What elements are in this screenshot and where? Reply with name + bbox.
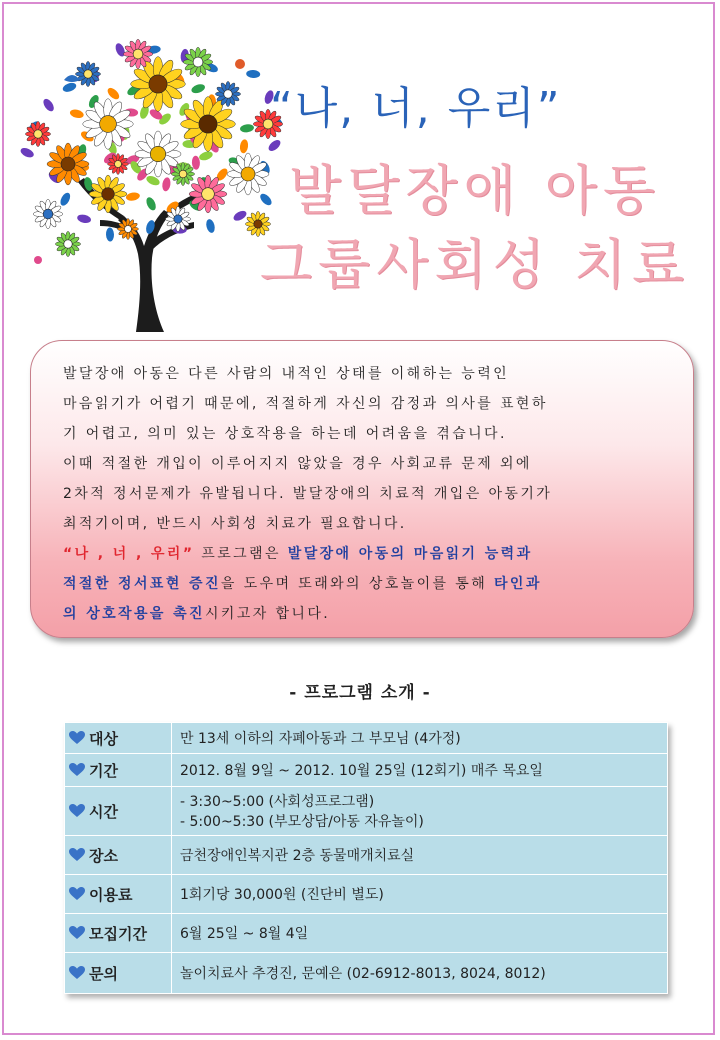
- intro-line: 마음읽기가 어렵기 때문에, 적절하게 자신의 감정과 의사를 표현하: [63, 396, 548, 412]
- intro-line: 최적기이며, 반드시 사회성 치료가 필요합니다.: [63, 516, 407, 532]
- table-row: [65, 787, 668, 836]
- section-title: - 프로그램 소개 -: [289, 683, 431, 703]
- intro-text: 을 도우며 또래와의 상호놀이를 통해: [220, 576, 494, 592]
- intro-highlight: 의 상호작용을 촉진: [63, 606, 205, 622]
- table-row: [65, 875, 668, 914]
- row-value: 놀이치료사 추경진, 문예은 (02-6912-8013, 8024, 8012): [172, 953, 668, 994]
- intro-line: 발달장애 아동은 다른 사람의 내적인 상태를 이해하는 능력인: [63, 366, 510, 382]
- intro-highlight: 발달장애 아동의 마음읽기 능력과: [287, 546, 533, 562]
- table-row: [65, 914, 668, 953]
- intro-line: 기 어렵고, 의미 있는 상호작용을 하는데 어려움을 겪습니다.: [63, 426, 507, 442]
- heart-icon: [69, 966, 85, 980]
- intro-line: 2차적 정서문제가 유발됩니다. 발달장애의 치료적 개입은 아동기가: [63, 486, 553, 502]
- title-line-1: 발달장애 아동: [288, 159, 662, 222]
- row-value: 금천장애인복지관 2층 동물매개치료실: [172, 836, 668, 875]
- intro-box: [30, 340, 694, 638]
- row-label: 기간: [65, 754, 172, 787]
- intro-line: [63, 599, 671, 629]
- row-label: 장소: [65, 836, 172, 875]
- row-value: - 3:30~5:00 (사회성프로그램) - 5:00~5:30 (부모상담/아동 자유놀이): [172, 787, 668, 836]
- title-line-2: 그룹사회성 치료: [259, 233, 691, 296]
- table-row: [65, 754, 668, 787]
- row-value: 6월 25일 ~ 8월 4일: [172, 914, 668, 953]
- intro-highlight: 타인과: [494, 576, 542, 592]
- intro-line: [63, 569, 671, 599]
- row-value: 1회기당 30,000원 (진단비 별도): [172, 875, 668, 914]
- heart-icon: [69, 926, 85, 940]
- heart-icon: [69, 887, 85, 901]
- intro-line: 이때 적절한 개입이 이루어지지 않았을 경우 사회교류 문제 외에: [63, 456, 532, 472]
- row-label: 모집기간: [65, 914, 172, 953]
- row-label: 대상: [65, 723, 172, 754]
- row-label: 문의: [65, 953, 172, 994]
- intro-text: 프로그램은: [194, 546, 288, 562]
- heart-icon: [69, 804, 85, 818]
- heart-icon: [69, 731, 85, 745]
- intro-highlight: 적절한 정서표현 증진: [63, 576, 221, 592]
- row-value: 2012. 8월 9일 ~ 2012. 10월 25일 (12회기) 매주 목요일: [172, 754, 668, 787]
- heart-icon: [69, 763, 85, 777]
- intro-line: [63, 539, 671, 569]
- row-value: 만 13세 이하의 자폐아동과 그 부모님 (4가정): [172, 723, 668, 754]
- heart-icon: [69, 848, 85, 862]
- title-quote: “나, 너, 우리”: [270, 83, 562, 134]
- table-row: [65, 836, 668, 875]
- table-row: [65, 723, 668, 754]
- program-name-highlight: “나 , 너 , 우리”: [63, 546, 195, 562]
- row-label: 시간: [65, 787, 172, 836]
- program-info-table: [64, 722, 668, 994]
- table-row: [65, 953, 668, 994]
- row-label: 이용료: [65, 875, 172, 914]
- intro-text: 시키고자 합니다.: [204, 606, 331, 622]
